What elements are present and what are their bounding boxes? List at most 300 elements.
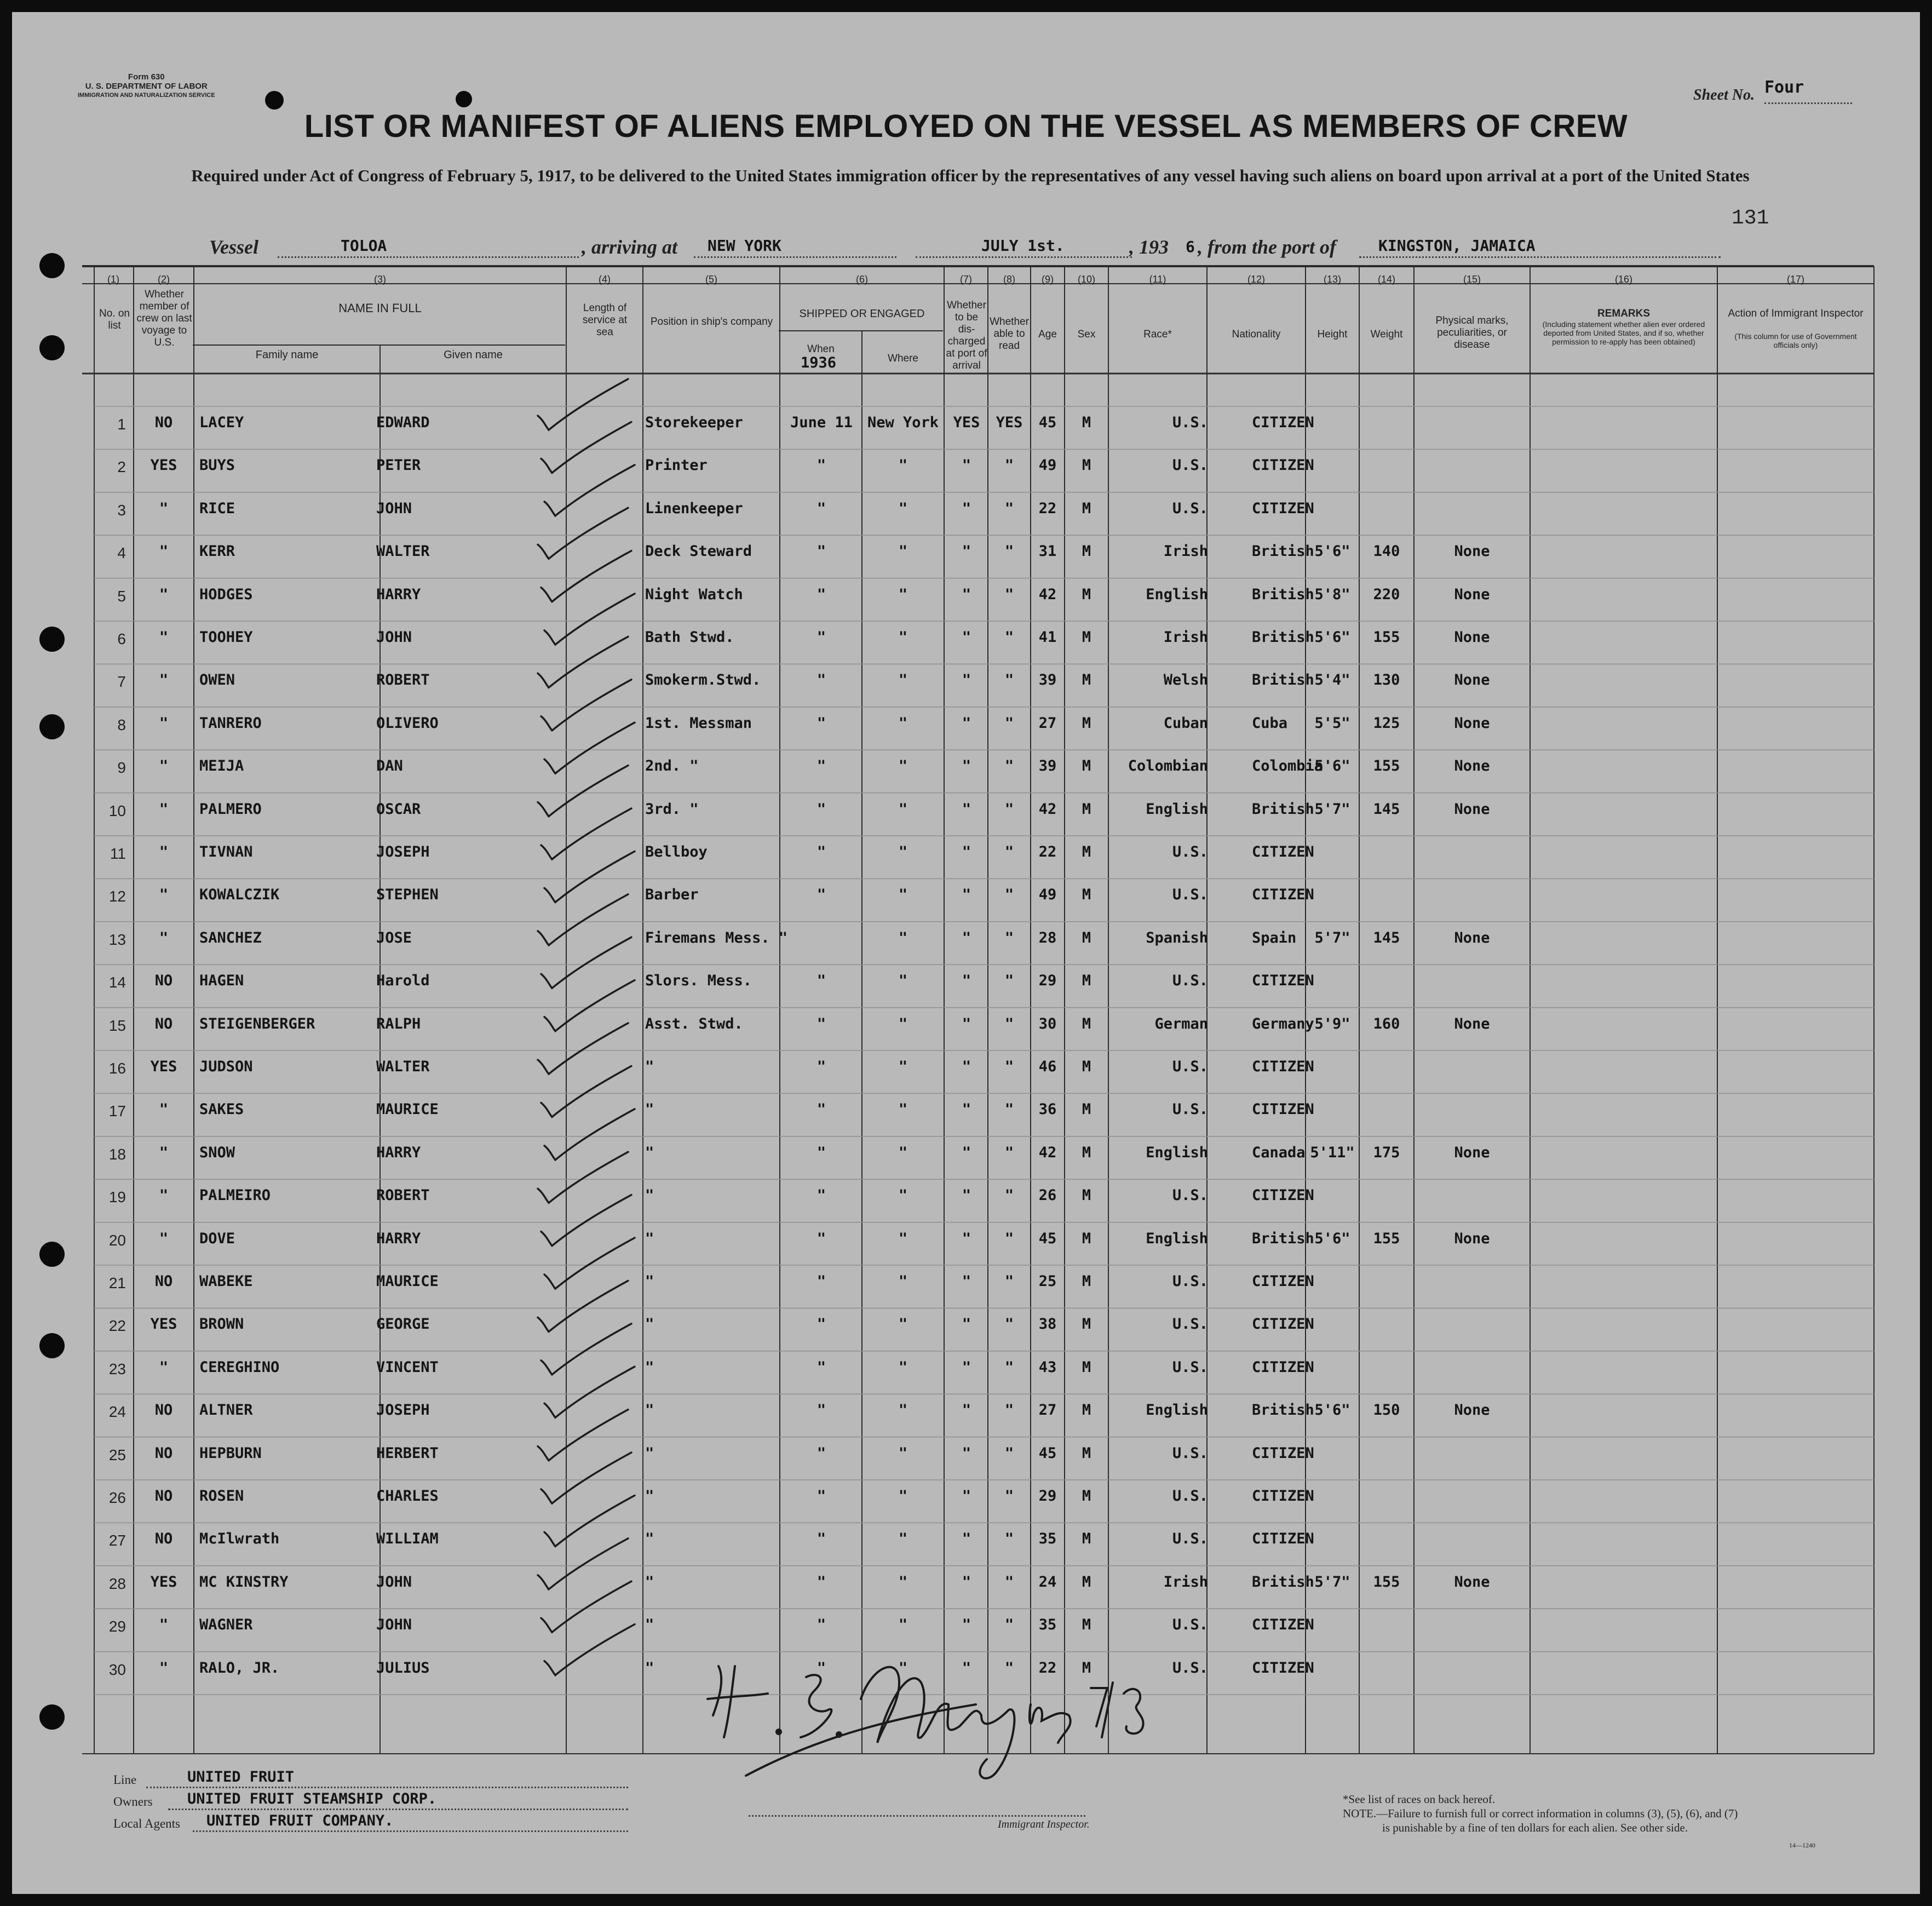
age-cell: 42 xyxy=(1038,585,1057,603)
sex-cell: M xyxy=(1082,629,1091,646)
race-cell: English xyxy=(1146,1144,1208,1161)
sex-cell: M xyxy=(1082,500,1091,517)
family-name-cell: ALTNER xyxy=(199,1402,253,1419)
able-to-read-cell: " xyxy=(1004,1015,1014,1032)
able-to-read-cell: " xyxy=(1004,1316,1014,1333)
col-num-16: (16) xyxy=(1614,274,1632,285)
position-cell: Slors. Mess. xyxy=(645,972,752,990)
shipped-when-cell: " xyxy=(817,1187,826,1204)
col-num-2: (2) xyxy=(158,274,170,285)
physical-marks-cell: None xyxy=(1454,671,1490,689)
family-name-cell: KOWALCZIK xyxy=(199,886,280,904)
col-num-6: (6) xyxy=(856,274,868,285)
row-number: 22 xyxy=(108,1317,126,1335)
race-cell: U.S. xyxy=(1172,843,1208,860)
arriving-port: NEW YORK xyxy=(708,237,781,255)
col-num-17: (17) xyxy=(1786,274,1804,285)
stamp-number: 131 xyxy=(1732,206,1769,230)
col-num-5: (5) xyxy=(705,274,717,285)
col-header-physical: Physical marks, peculiarities, or disease xyxy=(1435,315,1509,351)
shipped-when-cell: " xyxy=(817,972,826,990)
family-name-cell: TOOHEY xyxy=(199,629,253,646)
last-voyage-cell: " xyxy=(159,1616,169,1634)
given-name-cell: JOSEPH xyxy=(376,1402,430,1419)
height-cell: 5'11" xyxy=(1310,1144,1355,1161)
nationality-cell: CITIZEN xyxy=(1252,1444,1314,1462)
discharged-cell: " xyxy=(962,929,971,946)
col-num-3: (3) xyxy=(374,274,386,285)
discharged-cell: " xyxy=(962,1058,971,1075)
row-number: 8 xyxy=(117,716,126,733)
weight-cell: 155 xyxy=(1373,757,1400,775)
able-to-read-cell: " xyxy=(1004,972,1014,990)
position-cell: 2nd. " xyxy=(645,757,699,775)
sex-cell: M xyxy=(1082,1015,1091,1032)
able-to-read-cell: " xyxy=(1004,1273,1014,1290)
race-cell: U.S. xyxy=(1172,1488,1208,1505)
print-code: 14—1240 xyxy=(1789,1841,1815,1849)
weight-cell: 130 xyxy=(1373,671,1400,689)
col-header-race: Race* xyxy=(1143,329,1172,340)
discharged-cell: " xyxy=(962,585,971,603)
position-cell: " xyxy=(645,1230,654,1247)
given-name-cell: OLIVERO xyxy=(376,714,439,732)
age-cell: 43 xyxy=(1038,1358,1057,1376)
able-to-read-cell: " xyxy=(1004,457,1014,474)
shipped-when-cell: " xyxy=(817,843,826,860)
height-cell: 5'6" xyxy=(1314,629,1350,646)
shipped-where-cell: " xyxy=(898,843,908,860)
shipped-where-cell: " xyxy=(898,1058,908,1075)
given-name-cell: HERBERT xyxy=(376,1444,439,1462)
row-number: 18 xyxy=(108,1145,126,1163)
physical-marks-cell: None xyxy=(1454,585,1490,603)
col-num-1: (1) xyxy=(107,274,119,285)
family-name-cell: LACEY xyxy=(199,414,244,431)
position-cell: Linenkeeper xyxy=(645,500,743,517)
height-cell: 5'9" xyxy=(1314,1015,1350,1032)
last-voyage-cell: NO xyxy=(154,1488,173,1505)
shipped-where-cell: " xyxy=(898,1187,908,1204)
last-voyage-cell: " xyxy=(159,1101,169,1118)
position-cell: Barber xyxy=(645,886,699,904)
shipped-where-cell: " xyxy=(898,972,908,990)
col-header-action-note: (This column for use of Government officials only) xyxy=(1734,332,1857,349)
physical-marks-cell: None xyxy=(1454,629,1490,646)
race-cell: Irish xyxy=(1163,629,1208,646)
race-cell: U.S. xyxy=(1172,1659,1208,1677)
discharged-cell: " xyxy=(962,1316,971,1333)
row-number: 6 xyxy=(117,630,126,647)
able-to-read-cell: " xyxy=(1004,671,1014,689)
given-name-cell: JOHN xyxy=(376,500,412,517)
shipped-when-cell: " xyxy=(817,1402,826,1419)
able-to-read-cell: " xyxy=(1004,1402,1014,1419)
sex-cell: M xyxy=(1082,714,1091,732)
shipped-where-cell: " xyxy=(898,457,908,474)
given-name-cell: JOHN xyxy=(376,1616,412,1634)
race-cell: English xyxy=(1146,1230,1208,1247)
last-voyage-cell: NO xyxy=(154,414,173,431)
sex-cell: M xyxy=(1082,1187,1091,1204)
agents-value: UNITED FRUIT COMPANY. xyxy=(206,1812,394,1829)
discharged-cell: YES xyxy=(953,414,980,431)
shipped-when-cell: " xyxy=(817,757,826,775)
age-cell: 29 xyxy=(1038,972,1057,990)
age-cell: 22 xyxy=(1038,500,1057,517)
family-name-cell: HODGES xyxy=(199,585,253,603)
nationality-cell: British xyxy=(1252,585,1314,603)
race-cell: U.S. xyxy=(1172,1316,1208,1333)
col-num-13: (13) xyxy=(1323,274,1341,285)
discharged-cell: " xyxy=(962,800,971,818)
from-port-label: , from the port of xyxy=(1198,236,1337,258)
sex-cell: M xyxy=(1082,757,1091,775)
col-header-age: Age xyxy=(1038,329,1057,340)
family-name-cell: McIlwrath xyxy=(199,1530,280,1548)
given-name-cell: GEORGE xyxy=(376,1316,430,1333)
nationality-cell: CITIZEN xyxy=(1252,500,1314,517)
given-name-cell: HARRY xyxy=(376,1230,421,1247)
able-to-read-cell: " xyxy=(1004,1230,1014,1247)
sheet-number-value: Four xyxy=(1764,78,1804,97)
shipped-where-cell: " xyxy=(898,1573,908,1591)
shipped-where-cell: " xyxy=(898,1530,908,1548)
nationality-cell: British xyxy=(1252,1402,1314,1419)
height-cell: 5'7" xyxy=(1314,929,1350,946)
weight-cell: 155 xyxy=(1373,629,1400,646)
col-num-8: (8) xyxy=(1003,274,1015,285)
physical-marks-cell: None xyxy=(1454,929,1490,946)
row-number: 4 xyxy=(117,544,126,562)
nationality-cell: CITIZEN xyxy=(1252,1659,1314,1677)
age-cell: 46 xyxy=(1038,1058,1057,1075)
position-cell: " xyxy=(645,1530,654,1548)
year-prefix: , 193 xyxy=(1129,236,1169,258)
arrival-date: JULY 1st. xyxy=(981,237,1065,255)
given-name-cell: HARRY xyxy=(376,585,421,603)
last-voyage-cell: " xyxy=(159,1144,169,1161)
given-name-cell: WALTER xyxy=(376,543,430,560)
height-cell: 5'6" xyxy=(1314,1230,1350,1247)
shipped-where-cell: " xyxy=(898,1230,908,1247)
col-num-12: (12) xyxy=(1247,274,1265,285)
family-name-cell: SANCHEZ xyxy=(199,929,262,946)
col-header-where: Where xyxy=(888,353,918,364)
age-cell: 30 xyxy=(1038,1015,1057,1032)
row-number: 19 xyxy=(108,1189,126,1206)
fine-note-cont: is punishable by a fine of ten dollars for each alien. See other side. xyxy=(1382,1821,1688,1834)
shipped-where-cell: " xyxy=(898,1358,908,1376)
position-cell: Asst. Stwd. xyxy=(645,1015,743,1032)
height-cell: 5'6" xyxy=(1314,543,1350,560)
age-cell: 26 xyxy=(1038,1187,1057,1204)
given-name-cell: JOHN xyxy=(376,629,412,646)
last-voyage-cell: " xyxy=(159,800,169,818)
height-cell: 5'6" xyxy=(1314,757,1350,775)
sex-cell: M xyxy=(1082,843,1091,860)
shipped-when-cell: " xyxy=(817,1015,826,1032)
shipped-where-cell: " xyxy=(898,1273,908,1290)
given-name-cell: JOSE xyxy=(376,929,412,946)
sex-cell: M xyxy=(1082,414,1091,431)
family-name-cell: SAKES xyxy=(199,1101,244,1118)
given-name-cell: RALPH xyxy=(376,1015,421,1032)
race-cell: U.S. xyxy=(1172,1616,1208,1634)
discharged-cell: " xyxy=(962,1358,971,1376)
race-cell: U.S. xyxy=(1172,414,1208,431)
shipped-where-cell: " xyxy=(898,1659,908,1677)
able-to-read-cell: " xyxy=(1004,585,1014,603)
last-voyage-cell: " xyxy=(159,1358,169,1376)
family-name-cell: HAGEN xyxy=(199,972,244,990)
line-value: UNITED FRUIT xyxy=(187,1769,295,1786)
sex-cell: M xyxy=(1082,1273,1091,1290)
shipped-where-cell: " xyxy=(898,1402,908,1419)
last-voyage-cell: NO xyxy=(154,1402,173,1419)
position-cell: Firemans Mess. " xyxy=(645,929,788,946)
shipped-when-cell: " xyxy=(817,543,826,560)
family-name-cell: ROSEN xyxy=(199,1488,244,1505)
age-cell: 31 xyxy=(1038,543,1057,560)
age-cell: 35 xyxy=(1038,1616,1057,1634)
discharged-cell: " xyxy=(962,1187,971,1204)
able-to-read-cell: " xyxy=(1004,1144,1014,1161)
row-number: 15 xyxy=(108,1017,126,1034)
family-name-cell: RICE xyxy=(199,500,235,517)
nationality-cell: Germany xyxy=(1252,1015,1314,1032)
discharged-cell: " xyxy=(962,543,971,560)
last-voyage-cell: " xyxy=(159,543,169,560)
sex-cell: M xyxy=(1082,800,1091,818)
able-to-read-cell: " xyxy=(1004,543,1014,560)
given-name-cell: MAURICE xyxy=(376,1101,439,1118)
discharged-cell: " xyxy=(962,972,971,990)
discharged-cell: " xyxy=(962,1444,971,1462)
table-grid xyxy=(12,12,1920,1894)
physical-marks-cell: None xyxy=(1454,800,1490,818)
sex-cell: M xyxy=(1082,1659,1091,1677)
col-header-read: Whether able to read xyxy=(990,316,1029,352)
shipped-when-cell: " xyxy=(817,1316,826,1333)
row-number: 25 xyxy=(108,1446,126,1463)
race-cell: German xyxy=(1154,1015,1208,1032)
able-to-read-cell: " xyxy=(1004,886,1014,904)
weight-cell: 175 xyxy=(1373,1144,1400,1161)
last-voyage-cell: " xyxy=(159,843,169,860)
col-header-no: No. on list xyxy=(99,308,130,331)
nationality-cell: Spain xyxy=(1252,929,1297,946)
shipped-when-cell: " xyxy=(817,800,826,818)
position-cell: Printer xyxy=(645,457,708,474)
nationality-cell: CITIZEN xyxy=(1252,1616,1314,1634)
age-cell: 29 xyxy=(1038,1488,1057,1505)
col-header-remarks-note: (Including statement whether alien ever ordered deported from United States, and if so, whether permission to re-apply has been obtained) xyxy=(1542,320,1705,346)
race-cell: U.S. xyxy=(1172,1187,1208,1204)
discharged-cell: " xyxy=(962,1402,971,1419)
arriving-label: , arriving at xyxy=(582,236,678,258)
last-voyage-cell: " xyxy=(159,1659,169,1677)
weight-cell: 155 xyxy=(1373,1573,1400,1591)
discharged-cell: " xyxy=(962,1144,971,1161)
shipped-when-cell: " xyxy=(817,1101,826,1118)
last-voyage-cell: " xyxy=(159,1187,169,1204)
shipped-where-cell: " xyxy=(898,1101,908,1118)
agents-label: Local Agents xyxy=(113,1817,180,1830)
owners-label: Owners xyxy=(113,1795,153,1809)
vessel-label: Vessel xyxy=(209,236,258,258)
col-header-height: Height xyxy=(1317,329,1348,340)
given-name-cell: WALTER xyxy=(376,1058,430,1075)
able-to-read-cell: " xyxy=(1004,1101,1014,1118)
physical-marks-cell: None xyxy=(1454,1015,1490,1032)
shipped-where-cell: New York xyxy=(867,414,939,431)
shipped-where-cell: " xyxy=(898,800,908,818)
inspector-label: Immigrant Inspector. xyxy=(998,1818,1090,1830)
discharged-cell: " xyxy=(962,1488,971,1505)
position-cell: " xyxy=(645,1573,654,1591)
last-voyage-cell: " xyxy=(159,714,169,732)
shipped-where-cell: " xyxy=(898,886,908,904)
discharged-cell: " xyxy=(962,500,971,517)
col-header-nationality: Nationality xyxy=(1232,329,1281,340)
position-cell: " xyxy=(645,1144,654,1161)
nationality-cell: Colombia xyxy=(1252,757,1324,775)
shipped-where-cell: " xyxy=(898,1015,908,1032)
discharged-cell: " xyxy=(962,1015,971,1032)
family-name-cell: BUYS xyxy=(199,457,235,474)
race-cell: English xyxy=(1146,585,1208,603)
nationality-cell: Canada xyxy=(1252,1144,1306,1161)
row-number: 26 xyxy=(108,1489,126,1506)
given-name-cell: JOHN xyxy=(376,1573,412,1591)
able-to-read-cell: " xyxy=(1004,629,1014,646)
shipped-where-cell: " xyxy=(898,757,908,775)
shipped-where-cell: " xyxy=(898,543,908,560)
sex-cell: M xyxy=(1082,1058,1091,1075)
row-number: 2 xyxy=(117,458,126,476)
discharged-cell: " xyxy=(962,714,971,732)
races-note: *See list of races on back hereof. xyxy=(1343,1793,1496,1806)
last-voyage-cell: " xyxy=(159,629,169,646)
last-voyage-cell: NO xyxy=(154,1530,173,1548)
shipped-when-cell: " xyxy=(817,457,826,474)
weight-cell: 160 xyxy=(1373,1015,1400,1032)
line-label: Line xyxy=(113,1773,137,1787)
shipped-where-cell: " xyxy=(898,500,908,517)
age-cell: 39 xyxy=(1038,757,1057,775)
shipped-when-cell: " xyxy=(817,1058,826,1075)
able-to-read-cell: " xyxy=(1004,929,1014,946)
last-voyage-cell: " xyxy=(159,886,169,904)
physical-marks-cell: None xyxy=(1454,757,1490,775)
shipped-where-cell: " xyxy=(898,1444,908,1462)
shipped-when-cell: " xyxy=(817,1659,826,1677)
nationality-cell: Cuba xyxy=(1252,714,1288,732)
given-name-cell: JOSEPH xyxy=(376,843,430,860)
sex-cell: M xyxy=(1082,972,1091,990)
nationality-cell: CITIZEN xyxy=(1252,972,1314,990)
age-cell: 27 xyxy=(1038,714,1057,732)
weight-cell: 150 xyxy=(1373,1402,1400,1419)
shipped-where-cell: " xyxy=(898,629,908,646)
given-name-cell: JULIUS xyxy=(376,1659,430,1677)
sheet-number-label: Sheet No. xyxy=(1693,87,1755,104)
able-to-read-cell: " xyxy=(1004,757,1014,775)
physical-marks-cell: None xyxy=(1454,543,1490,560)
able-to-read-cell: " xyxy=(1004,1488,1014,1505)
able-to-read-cell: " xyxy=(1004,1530,1014,1548)
able-to-read-cell: " xyxy=(1004,1358,1014,1376)
age-cell: 35 xyxy=(1038,1530,1057,1548)
last-voyage-cell: " xyxy=(159,929,169,946)
shipped-when-cell: " xyxy=(817,1444,826,1462)
age-cell: 36 xyxy=(1038,1101,1057,1118)
sex-cell: M xyxy=(1082,1101,1091,1118)
race-cell: U.S. xyxy=(1172,1101,1208,1118)
last-voyage-cell: YES xyxy=(150,1573,177,1591)
form-number: Form 630 xyxy=(128,72,165,82)
col-header-remarks: REMARKS xyxy=(1597,308,1651,319)
col-header-sex: Sex xyxy=(1077,329,1096,340)
position-cell: " xyxy=(645,1402,654,1419)
able-to-read-cell: " xyxy=(1004,1058,1014,1075)
row-number: 5 xyxy=(117,587,126,605)
able-to-read-cell: " xyxy=(1004,714,1014,732)
shipped-when-cell: " xyxy=(817,1573,826,1591)
nationality-cell: CITIZEN xyxy=(1252,843,1314,860)
sex-cell: M xyxy=(1082,1530,1091,1548)
physical-marks-cell: None xyxy=(1454,1230,1490,1247)
race-cell: U.S. xyxy=(1172,886,1208,904)
age-cell: 28 xyxy=(1038,929,1057,946)
col-header-weight: Weight xyxy=(1370,329,1403,340)
family-name-cell: DOVE xyxy=(199,1230,235,1247)
age-cell: 49 xyxy=(1038,457,1057,474)
family-name-cell: TIVNAN xyxy=(199,843,253,860)
weight-cell: 140 xyxy=(1373,543,1400,560)
shipped-when-cell: " xyxy=(817,585,826,603)
shipped-where-cell: " xyxy=(898,671,908,689)
col-num-9: (9) xyxy=(1042,274,1054,285)
col-header-name: NAME IN FULL xyxy=(338,301,422,315)
race-cell: U.S. xyxy=(1172,1358,1208,1376)
given-name-cell: ROBERT xyxy=(376,1187,430,1204)
nationality-cell: CITIZEN xyxy=(1252,457,1314,474)
discharged-cell: " xyxy=(962,1273,971,1290)
physical-marks-cell: None xyxy=(1454,1144,1490,1161)
last-voyage-cell: NO xyxy=(154,1444,173,1462)
able-to-read-cell: " xyxy=(1004,500,1014,517)
row-number: 10 xyxy=(108,802,126,819)
weight-cell: 145 xyxy=(1373,800,1400,818)
weight-cell: 125 xyxy=(1373,714,1400,732)
last-voyage-cell: YES xyxy=(150,1058,177,1075)
position-cell: " xyxy=(645,1358,654,1376)
discharged-cell: " xyxy=(962,1530,971,1548)
discharged-cell: " xyxy=(962,1230,971,1247)
row-number: 27 xyxy=(108,1532,126,1549)
col-num-7: (7) xyxy=(960,274,972,285)
position-cell: 1st. Messman xyxy=(645,714,752,732)
position-cell: Smokerm.Stwd. xyxy=(645,671,761,689)
last-voyage-cell: NO xyxy=(154,1273,173,1290)
discharged-cell: " xyxy=(962,1659,971,1677)
able-to-read-cell: YES xyxy=(996,414,1023,431)
shipped-when-cell: " xyxy=(817,1230,826,1247)
sex-cell: M xyxy=(1082,671,1091,689)
shipped-where-cell: " xyxy=(898,1144,908,1161)
